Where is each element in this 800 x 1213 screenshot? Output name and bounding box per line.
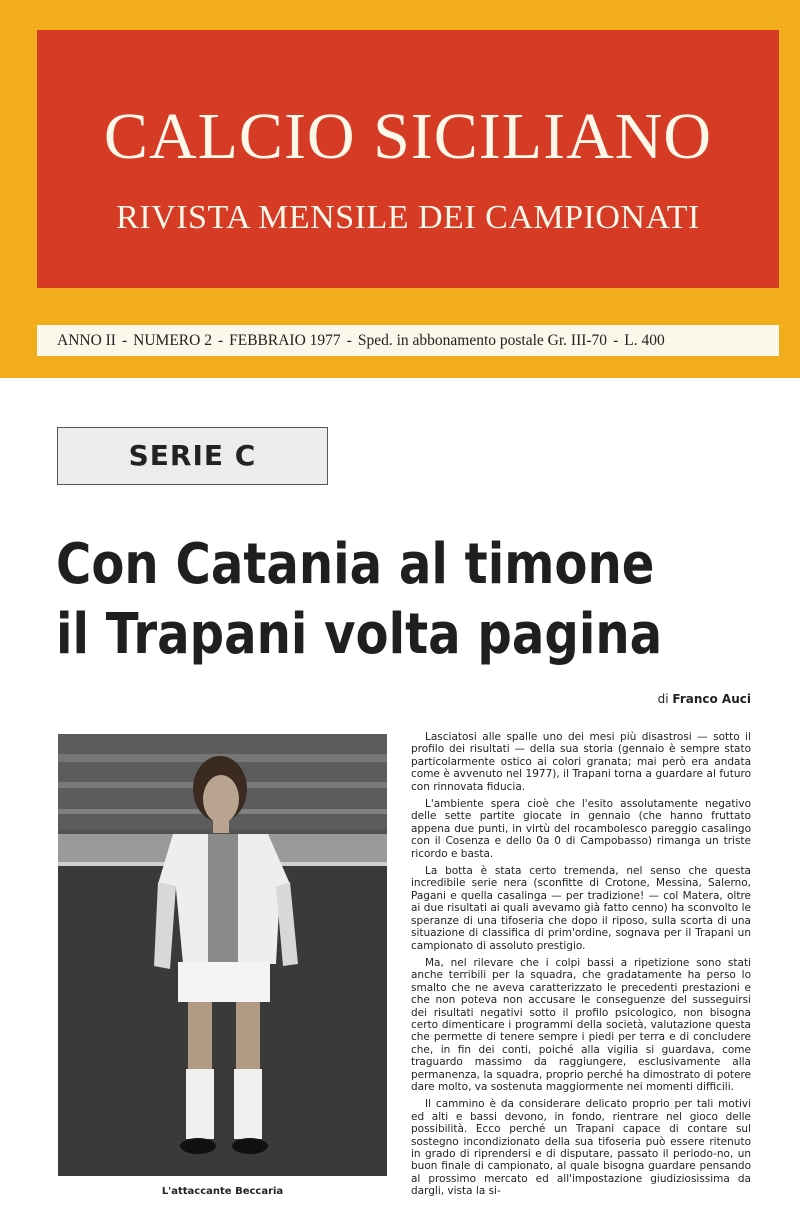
byline-author: Franco Auci — [672, 692, 751, 706]
magazine-title: CALCIO SICILIANO — [103, 100, 713, 173]
title-panel — [37, 30, 779, 288]
postal-info: Sped. in abbonamento postale Gr. III-70 — [357, 332, 608, 349]
headline-line-1: Con Catania al timone — [56, 532, 655, 597]
article-paragraph: La botta è stata certo tremenda, nel senso che questa incredibile serie nera (sconfitte di Crotone, Messina, Salerno, Pagani e quella casalinga — per tradizione! — col Matera, oltre ai due risultati ai quali avevamo già fatto cenno) ha sconvolto le speranze di una tifoseria che dopo il riposo, sulla scorta di una situazione di classifica di prim'ordine, sognava per il Trapani un campionato di assoluto prestigio. — [411, 865, 751, 952]
photo-caption: L'attaccante Beccaria — [161, 1186, 284, 1197]
issue-year: ANNO II — [57, 332, 116, 349]
issue-date: FEBBRAIO 1977 — [229, 332, 341, 349]
magazine-subtitle: RIVISTA MENSILE DEI CAMPIONATI — [116, 199, 700, 236]
article-paragraph: Ma, nel rilevare che i colpi bassi a ripetizione sono stati anche terribili per la squadra, che gradatamente ha perso lo smalto che ne aveva caratterizzato le precedenti prestazioni e che non poteva non accusare le conseguenze del susseguirsi dei risultati negativi sotto il profilo psicologico, non bisogna certo dimenticare i programmi della società, valutazione questa che permette di tenere sempre i piedi per terra e di concludere che, in fin dei conti, poiché alla vigilia si guardava, come traguardo massimo da raggiungere, esclusivamente alla permanenza, la squadra, proprio perché ha dimostrato di potere dare molto, va sostenuta maggiormente nei momenti difficili. — [411, 956, 751, 1093]
player-photo — [58, 734, 387, 1176]
article-paragraph: Lasciatosi alle spalle uno dei mesi più disastrosi — sotto il profilo dei risultati — della sua storia (gennaio è sempre stato particolarmente ostico ai colori granata; mai però era andata come è avvenuto nel 1977), il Trapani torna a guardare al futuro con rinnovata fiducia. — [411, 731, 751, 793]
byline-prefix: di — [657, 692, 669, 706]
byline — [658, 692, 751, 706]
article-body — [411, 731, 751, 1201]
issue-number: NUMERO 2 — [133, 332, 212, 349]
issue-price: L. 400 — [624, 332, 665, 349]
article-paragraph: L'ambiente spera cioè che l'esito assolutamente negativo delle sette partite giocate in gennaio (che hanno fruttato appena due punti, in virtù del rocambolesco pareggio casalingo con il Cosenza e dello 0a 0 di Campobasso) rimanga un triste ricordo e basta. — [411, 798, 751, 860]
player-photo-illustration — [58, 734, 387, 1176]
masthead — [0, 0, 800, 378]
issue-info-bar: ANNO II - NUMERO 2 - FEBBRAIO 1977 - Sped. in abbonamento postale Gr. III-70 - L. 400 — [37, 325, 779, 356]
article-paragraph: Il cammino è da considerare delicato proprio per tali motivi ed alti e bassi devono, in fondo, rientrare nel gioco delle possibilità. Ecco perché un Trapani capace di contare sul sostegno incondizionato della sua tifoseria può essere ritenuto in grado di riprendersi e di disputare, passato il periodo-no, un buon finale di campionato, al quale bisogna guardare pensando al prossimo mercato ed all'impostazione giudiziosissima da dargli, vista la si- — [411, 1098, 751, 1198]
section-label: SERIE C — [57, 427, 328, 485]
article-headline — [56, 530, 663, 670]
headline-line-2: il Trapani volta pagina — [56, 602, 663, 667]
